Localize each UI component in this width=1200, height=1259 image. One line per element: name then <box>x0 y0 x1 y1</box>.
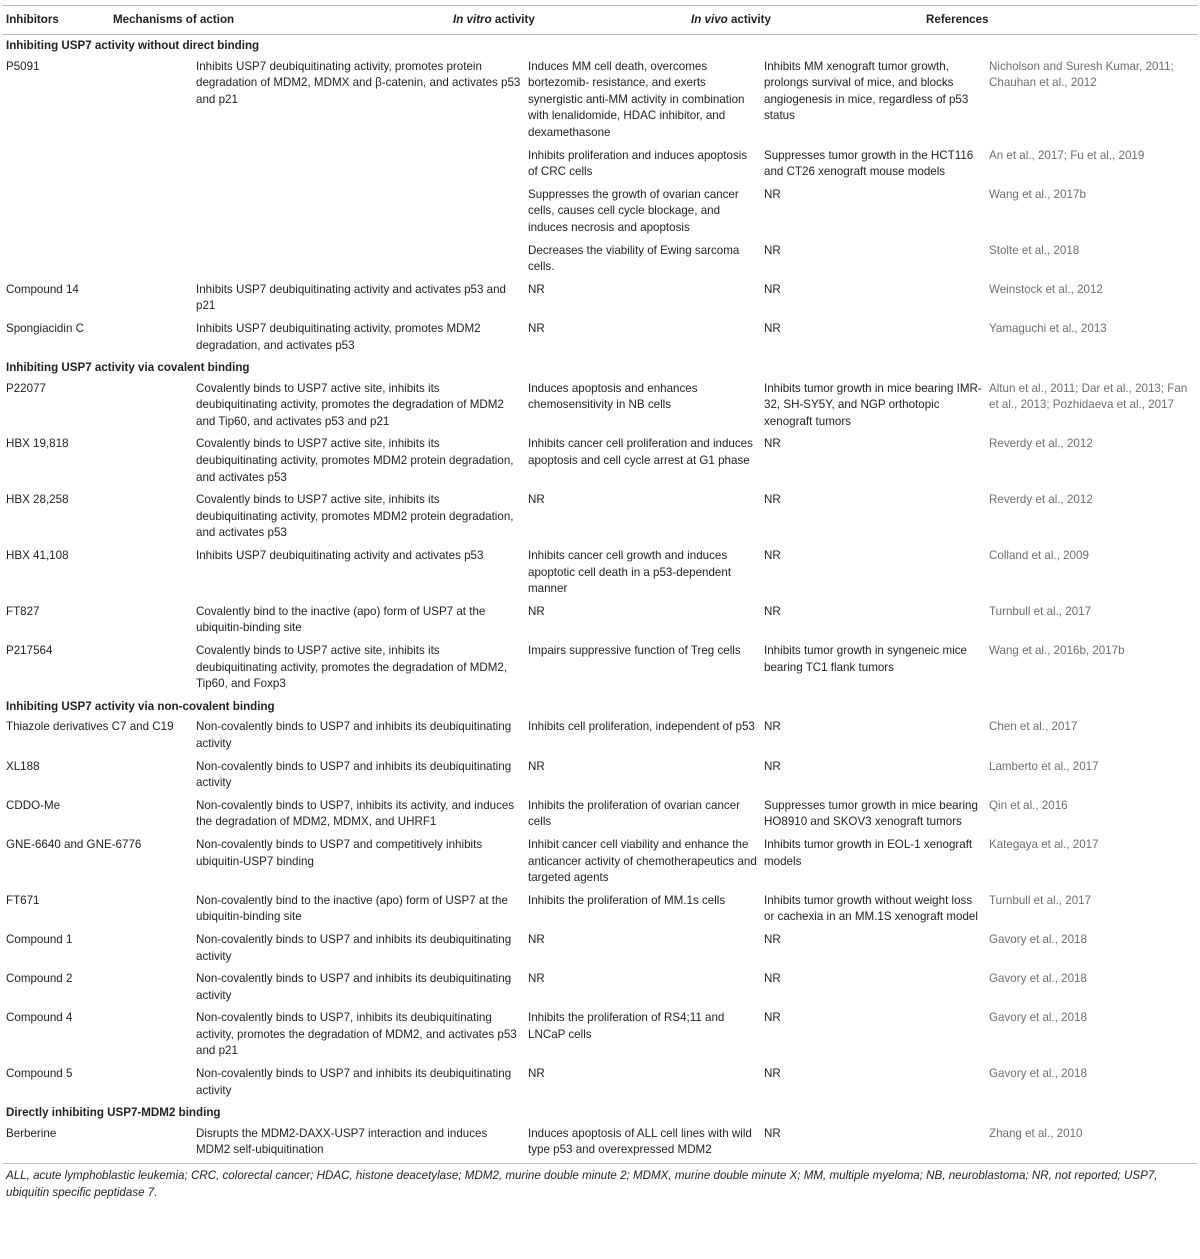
cell-inhibitor: P217564 <box>6 644 53 657</box>
cell-in-vitro: Inhibits the proliferation of ovarian cancer cells <box>528 798 741 829</box>
cell-in-vitro: NR <box>528 1067 545 1081</box>
cell-references: Gavory et al., 2018 <box>989 1067 1087 1081</box>
cell-inhibitor: FT827 <box>6 604 40 618</box>
cell-mechanism: Covalently binds to USP7 active site, inhibits its deubiquitinating activity, promotes MDM2 protein degradation, and activates p53 <box>196 493 514 540</box>
cell-inhibitor <box>3 240 193 279</box>
cell-in-vivo: Inhibits tumor growth in EOL-1 xenograft models <box>764 837 973 868</box>
cell-mechanism: Non-covalently binds to USP7 and inhibits its deubiquitinating activity <box>196 972 512 1002</box>
section-title: Inhibiting USP7 activity via non-covalent binding <box>6 699 275 713</box>
cell-inhibitor: Thiazole derivatives C7 and C19 <box>6 720 174 734</box>
cell-inhibitor: XL188 <box>6 759 40 773</box>
table-row <box>3 601 1197 640</box>
cell-in-vivo: NR <box>764 243 781 257</box>
cell-mechanism: Disrupts the MDM2-DAXX-USP7 interaction and induces MDM2 self-ubiquitination <box>193 1123 525 1164</box>
usp7-inhibitors-table-container <box>3 0 1197 1201</box>
header-in-vitro-rest: activity <box>491 12 535 26</box>
cell-in-vitro: Inhibits the proliferation of MM.1s cells <box>528 893 726 907</box>
table-footnote: ALL, acute lymphoblastic leukemia; CRC, colorectal cancer; HDAC, histone deacetylase; MDM2, murine double minute 2; MDMX, murine double minute X; MM, multiple myeloma; NB, neuroblastoma; NR, not reported; USP7, ubiquitin specific peptidase 7. <box>6 1169 1158 1199</box>
cell-mechanism: Covalently bind to the inactive (apo) form of USP7 at the ubiquitin-binding site <box>196 604 486 635</box>
cell-inhibitor: Compound 5 <box>6 1067 73 1081</box>
cell-in-vitro: NR <box>528 972 545 986</box>
cell-inhibitor: P22077 <box>6 381 46 395</box>
cell-in-vivo: NR <box>764 1011 781 1025</box>
table-row <box>3 240 1197 279</box>
table-row <box>3 145 1197 184</box>
cell-references: An et al., 2017; Fu et al., 2019 <box>989 148 1145 162</box>
cell-in-vivo: Inhibits tumor growth without weight loss or cachexia in an MM.1S xenograft model <box>764 893 978 924</box>
cell-in-vivo: NR <box>764 549 781 563</box>
cell-references: Yamaguchi et al., 2013 <box>989 321 1107 335</box>
cell-mechanism: Non-covalently binds to USP7 and inhibits its deubiquitinating activity <box>196 720 512 750</box>
header-in-vivo-rest: activity <box>727 12 771 26</box>
cell-references: Turnbull et al., 2017 <box>989 604 1092 618</box>
section-title: Inhibiting USP7 activity without direct binding <box>6 39 260 52</box>
cell-references: Wang et al., 2016b, 2017b <box>989 644 1125 657</box>
table-row <box>3 1063 1197 1102</box>
cell-in-vivo: Inhibits MM xenograft tumor growth, prolongs survival of mice, and blocks angiogenesis in mice, regardless of p53 status <box>764 59 969 123</box>
table-row <box>3 968 1197 1007</box>
table-row <box>3 1007 1197 1063</box>
cell-in-vitro: Decreases the viability of Ewing sarcoma cells. <box>528 243 740 274</box>
section-header-row <box>3 357 1197 378</box>
cell-in-vitro: NR <box>528 493 545 507</box>
header-references-label: References <box>926 12 989 26</box>
table-row <box>3 378 1197 434</box>
cell-in-vivo: NR <box>764 321 781 335</box>
cell-in-vitro: NR <box>528 321 545 335</box>
cell-inhibitor: FT671 <box>6 893 40 907</box>
cell-references: Colland et al., 2009 <box>989 549 1089 563</box>
cell-mechanism: Covalently binds to USP7 active site, inhibits its deubiquitinating activity, promotes MDM2 protein degradation, and activates p53 <box>196 437 514 484</box>
cell-in-vitro: NR <box>528 759 545 773</box>
cell-in-vitro: Inhibits cancer cell growth and induces apoptotic cell death in a p53-dependent manner <box>528 549 732 596</box>
cell-in-vitro: Inhibits proliferation and induces apoptosis of CRC cells <box>528 148 748 179</box>
table-row <box>3 318 1197 357</box>
cell-in-vivo: NR <box>764 604 781 618</box>
table-row <box>3 756 1197 795</box>
cell-references: Chen et al., 2017 <box>989 720 1078 734</box>
cell-mechanism <box>193 145 525 184</box>
cell-references: Gavory et al., 2018 <box>989 1011 1087 1025</box>
section-title: Inhibiting USP7 activity via covalent binding <box>6 361 250 375</box>
cell-inhibitor <box>3 145 193 184</box>
cell-in-vivo: NR <box>764 437 781 451</box>
cell-mechanism: Non-covalently binds to USP7 and inhibits its deubiquitinating activity <box>196 1067 512 1097</box>
cell-mechanism: Non-covalently binds to USP7, inhibits its activity, and induces the degradation of MDM2, MDMX, and UHRF1 <box>196 798 515 829</box>
section-title: Directly inhibiting USP7-MDM2 binding <box>6 1106 221 1120</box>
cell-in-vitro: Induces MM cell death, overcomes bortezomib- resistance, and exerts synergistic anti-MM activity in combination with lenalidomide, HDAC inhibitor, and dexamethasone <box>528 59 745 139</box>
header-references <box>776 6 987 35</box>
cell-mechanism: Non-covalently binds to USP7 and inhibits its deubiquitinating activity <box>196 932 512 963</box>
table-body <box>3 35 1197 1164</box>
header-in-vitro-em: In vitro <box>453 12 492 26</box>
header-in-vivo-em: In vivo <box>691 12 728 26</box>
cell-in-vivo: Suppresses tumor growth in the HCT116 and CT26 xenograft mouse models <box>764 148 974 179</box>
cell-references: Weinstock et al., 2012 <box>989 282 1103 296</box>
cell-inhibitor: CDDO-Me <box>6 798 61 812</box>
cell-inhibitor: Spongiacidin C <box>6 321 84 335</box>
cell-inhibitor: Compound 14 <box>6 282 79 296</box>
cell-mechanism: Covalently binds to USP7 active site, inhibits its deubiquitinating activity, promotes the degradation of MDM2 and Tip60, and activates p53 and p21 <box>196 381 504 428</box>
table-row <box>3 1123 1197 1164</box>
table-row <box>3 795 1197 834</box>
header-in-vivo <box>551 6 776 35</box>
table-row <box>3 279 1197 318</box>
cell-mechanism: Non-covalently binds to USP7 and competitively inhibits ubiquitin-USP7 binding <box>196 837 483 868</box>
cell-references: Stolte et al., 2018 <box>989 243 1080 257</box>
table-row <box>3 433 1197 489</box>
table-row <box>3 184 1197 240</box>
table-row <box>3 56 1197 145</box>
cell-mechanism: Covalently binds to USP7 active site, inhibits its deubiquitinating activity, promotes the degradation of MDM2, Tip60, and Foxp3 <box>196 644 508 691</box>
cell-in-vivo: NR <box>764 187 781 201</box>
cell-inhibitor: GNE-6640 and GNE-6776 <box>6 837 142 851</box>
cell-in-vitro: Impairs suppressive function of Treg cells <box>528 644 741 657</box>
cell-in-vivo: NR <box>764 1067 781 1081</box>
header-in-vitro <box>255 6 535 35</box>
cell-mechanism: Non-covalently bind to the inactive (apo) form of USP7 at the ubiquitin-binding site <box>196 893 508 924</box>
section-header-row <box>3 1102 1197 1123</box>
cell-inhibitor: Compound 4 <box>6 1011 73 1025</box>
cell-in-vitro: Suppresses the growth of ovarian cancer cells, causes cell cycle blockage, and induces necrosis and apoptosis <box>528 187 739 234</box>
cell-in-vivo: NR <box>764 282 781 296</box>
cell-in-vitro: NR <box>528 604 545 618</box>
cell-in-vivo: Inhibits tumor growth in syngeneic mice bearing TC1 flank tumors <box>764 644 967 674</box>
cell-references: Qin et al., 2016 <box>989 798 1068 812</box>
cell-references: Turnbull et al., 2017 <box>989 893 1092 907</box>
cell-references: Wang et al., 2017b <box>989 187 1086 201</box>
cell-inhibitor <box>3 184 193 240</box>
table-row <box>3 489 1197 545</box>
cell-mechanism: Non-covalently binds to USP7 and inhibits its deubiquitinating activity <box>196 759 512 790</box>
cell-in-vivo: NR <box>761 1123 986 1164</box>
cell-references: Reverdy et al., 2012 <box>989 437 1093 451</box>
cell-mechanism: Inhibits USP7 deubiquitinating activity, promotes MDM2 degradation, and activates p53 <box>196 321 481 352</box>
cell-in-vivo: Suppresses tumor growth in mice bearing HO8910 and SKOV3 xenograft tumors <box>764 798 978 829</box>
cell-in-vitro: Inhibits cell proliferation, independent of p53 <box>528 720 755 734</box>
cell-in-vitro: Induces apoptosis and enhances chemosensitivity in NB cells <box>528 381 698 412</box>
cell-inhibitor: P5091 <box>6 59 40 73</box>
cell-references: Gavory et al., 2018 <box>989 932 1087 946</box>
cell-in-vitro: Inhibits the proliferation of RS4;11 and LNCaP cells <box>528 1011 725 1041</box>
cell-mechanism: Inhibits USP7 deubiquitinating activity and activates p53 <box>196 549 484 563</box>
cell-inhibitor: Compound 2 <box>6 972 73 986</box>
table-row <box>3 545 1197 601</box>
section-header-row <box>3 35 1197 56</box>
cell-in-vitro: NR <box>528 282 545 296</box>
cell-references: Kategaya et al., 2017 <box>989 837 1099 851</box>
cell-in-vivo: NR <box>764 720 781 734</box>
cell-inhibitor: Compound 1 <box>6 932 73 946</box>
table-header <box>3 6 1197 35</box>
cell-mechanism <box>193 184 525 240</box>
cell-in-vivo: Inhibits tumor growth in mice bearing IMR-32, SH-SY5Y, and NGP orthotopic xenograft tumors <box>764 381 982 428</box>
cell-references: Zhang et al., 2010 <box>986 1123 1197 1164</box>
cell-in-vitro: Inhibits cancer cell proliferation and induces apoptosis and cell cycle arrest at G1 phase <box>528 437 753 468</box>
cell-inhibitor: HBX 41,108 <box>6 549 69 563</box>
table-row <box>3 640 1197 696</box>
header-row <box>3 6 1197 35</box>
cell-references: Lamberto et al., 2017 <box>989 759 1099 773</box>
usp7-inhibitors-table <box>3 5 1197 1164</box>
cell-in-vivo: NR <box>764 759 781 773</box>
cell-in-vitro: Induces apoptosis of ALL cell lines with wild type p53 and overexpressed MDM2 <box>525 1123 761 1164</box>
cell-references: Altun et al., 2011; Dar et al., 2013; Fan et al., 2013; Pozhidaeva et al., 2017 <box>989 381 1188 412</box>
cell-mechanism: Non-covalently binds to USP7, inhibits its deubiquitinating activity, promotes the degradation of MDM2, and activates p53 and p21 <box>196 1011 517 1058</box>
cell-in-vivo: NR <box>764 932 781 946</box>
table-row <box>3 834 1197 890</box>
cell-references: Reverdy et al., 2012 <box>989 493 1093 507</box>
cell-in-vitro: NR <box>528 932 545 946</box>
cell-references: Nicholson and Suresh Kumar, 2011; Chauhan et al., 2012 <box>989 59 1174 90</box>
table-row <box>3 716 1197 755</box>
cell-mechanism: Inhibits USP7 deubiquitinating activity, promotes protein degradation of MDM2, MDMX and β-catenin, and activates p53 and p21 <box>196 59 521 106</box>
cell-mechanism <box>193 240 525 279</box>
cell-in-vivo: NR <box>764 972 781 986</box>
cell-in-vitro: Inhibit cancer cell viability and enhance the anticancer activity of chemotherapeutics and targeted agents <box>528 837 757 885</box>
cell-references: Gavory et al., 2018 <box>989 972 1087 986</box>
cell-in-vivo: NR <box>764 493 781 507</box>
cell-inhibitor: Berberine <box>3 1123 193 1164</box>
cell-inhibitor: HBX 19,818 <box>6 437 69 451</box>
header-inhibitors-label: Inhibitors <box>6 12 59 26</box>
cell-inhibitor: HBX 28,258 <box>6 493 69 507</box>
header-mechanisms-label: Mechanisms of action <box>113 12 235 26</box>
table-row <box>3 890 1197 929</box>
section-header-row <box>3 696 1197 717</box>
table-row <box>3 929 1197 968</box>
cell-mechanism: Inhibits USP7 deubiquitinating activity and activates p53 and p21 <box>196 282 507 313</box>
